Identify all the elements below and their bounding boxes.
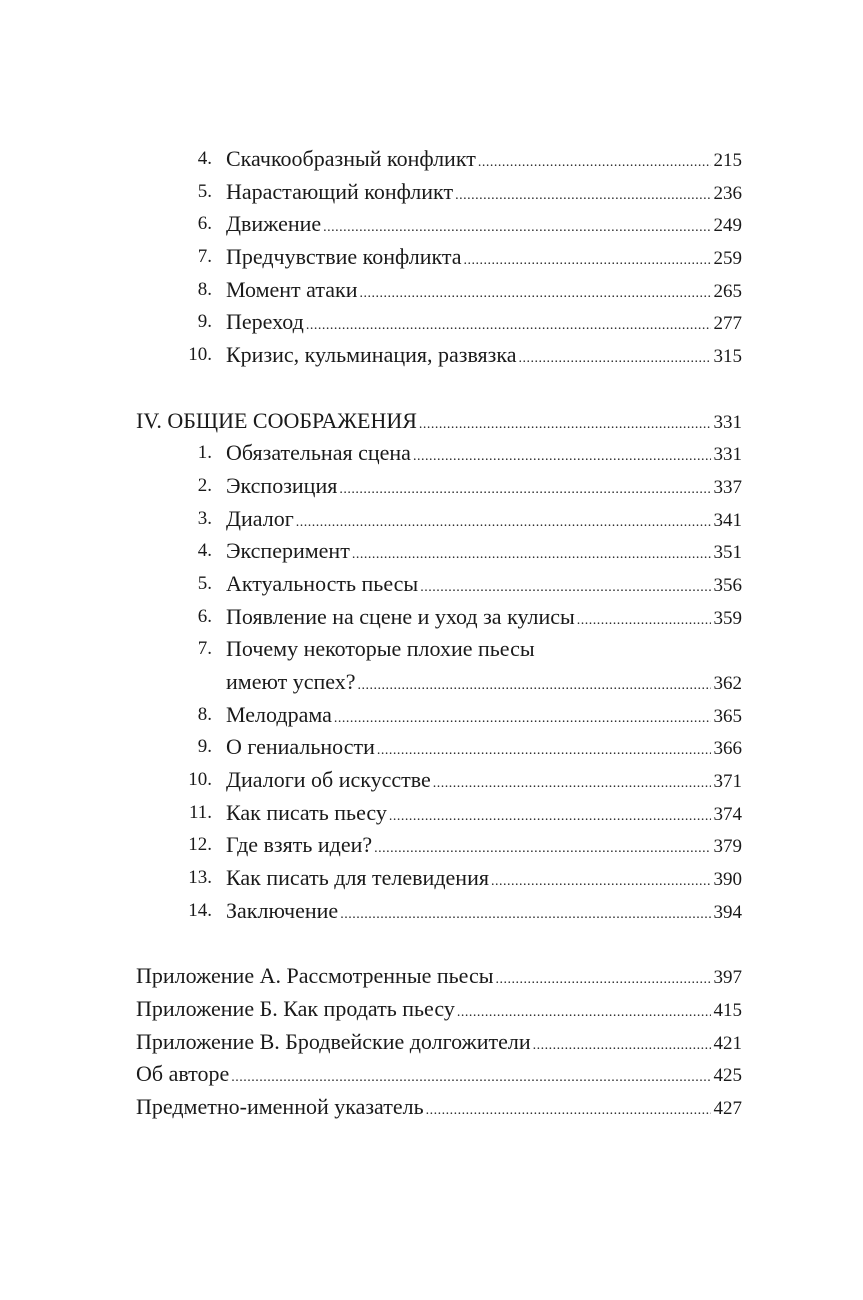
dot-leader (340, 899, 710, 932)
entry-number: 8. (197, 278, 212, 300)
entry-title: Приложение А. Рассмотренные пьесы (136, 963, 494, 989)
entry-page: 366 (713, 738, 742, 760)
toc-entry[interactable] (136, 731, 742, 764)
toc-entry[interactable] (136, 699, 742, 732)
entry-title: О гениальности (226, 734, 375, 760)
entry-page: 427 (713, 1097, 742, 1119)
spacer (136, 928, 742, 961)
entry-page: 421 (713, 1032, 742, 1054)
toc-entry[interactable] (136, 339, 742, 372)
entry-title: Момент атаки (226, 276, 358, 302)
entry-title: Как писать для телевидения (226, 865, 489, 891)
entry-page: 249 (713, 215, 742, 237)
entry-page: 371 (713, 771, 742, 793)
entry-number: 9. (197, 736, 212, 758)
entry-title: Предметно-именной указатель (136, 1093, 424, 1119)
toc-entry[interactable] (136, 306, 742, 339)
entry-title: Кризис, кульминация, развязка (226, 342, 517, 368)
entry-page: 365 (713, 705, 742, 727)
toc-appendix-entry[interactable] (136, 960, 742, 993)
toc-entry[interactable] (136, 601, 742, 634)
toc-entry[interactable] (136, 143, 742, 176)
toc-entry[interactable] (136, 241, 742, 274)
entry-number: 5. (197, 572, 212, 594)
toc-entry[interactable] (136, 437, 742, 470)
entry-page: 397 (713, 967, 742, 989)
entry-title: Приложение В. Бродвейские долгожители (136, 1028, 531, 1054)
entry-page: 337 (713, 476, 742, 498)
entry-number: 11. (188, 801, 212, 823)
entry-number: 6. (197, 605, 212, 627)
entry-page: 394 (713, 901, 742, 923)
entry-page: 356 (713, 574, 742, 596)
toc-entry[interactable] (136, 862, 742, 895)
toc-entry[interactable] (136, 503, 742, 536)
entry-number: 13. (188, 867, 212, 889)
entry-page: 415 (713, 999, 742, 1021)
toc-entry[interactable] (136, 829, 742, 862)
section-page: 331 (713, 411, 742, 433)
entry-number: 4. (197, 540, 212, 562)
entry-title: Диалоги об искусстве (226, 767, 431, 793)
entry-page: 265 (713, 280, 742, 302)
entry-title: Нарастающий конфликт (226, 178, 454, 204)
entry-page: 315 (713, 346, 742, 368)
toc-entry[interactable] (136, 797, 742, 830)
entry-title: Эксперимент (226, 538, 350, 564)
toc-entry[interactable] (136, 535, 742, 568)
toc-entry-line2[interactable] (136, 666, 742, 699)
entry-page: 362 (713, 673, 742, 694)
entry-title: Появление на сцене и уход за кулисы (226, 603, 575, 629)
toc-entry[interactable] (136, 176, 742, 209)
entry-title: Диалог (226, 505, 294, 531)
entry-title: Движение (226, 211, 322, 237)
entry-page: 277 (713, 313, 742, 335)
entry-page: 341 (713, 509, 742, 531)
entry-title: Предчувствие конфликта (226, 244, 462, 270)
entry-title: Переход (226, 309, 304, 335)
entry-number: 8. (197, 703, 212, 725)
entry-page: 379 (713, 836, 742, 858)
entry-title: Как писать пьесу (226, 799, 387, 825)
table-of-contents (136, 143, 742, 1124)
entry-title: Почему некоторые плохие пьесы (226, 636, 535, 662)
entry-page: 259 (713, 248, 742, 270)
toc-appendix-entry[interactable] (136, 993, 742, 1026)
entry-page: 236 (713, 182, 742, 204)
toc-appendix-entry[interactable] (136, 1058, 742, 1091)
entry-title: Экспозиция (226, 472, 338, 498)
spacer (136, 372, 742, 405)
entry-title: Мелодрама (226, 701, 332, 727)
entry-number: 7. (197, 246, 212, 268)
toc-entry[interactable] (136, 764, 742, 797)
toc-entry[interactable] (136, 208, 742, 241)
entry-title-continued: имеют успех? (226, 669, 356, 694)
toc-section-heading[interactable] (136, 405, 742, 438)
toc-entry[interactable] (136, 895, 742, 928)
entry-number: 12. (188, 834, 212, 856)
entry-page: 351 (713, 542, 742, 564)
entry-number: 10. (188, 769, 212, 791)
toc-appendix-entry[interactable] (136, 1026, 742, 1059)
entry-number: 14. (188, 899, 212, 921)
toc-entry[interactable] (136, 568, 742, 601)
dot-leader (426, 1095, 711, 1128)
entry-number: 1. (197, 442, 212, 464)
entry-number: 6. (197, 213, 212, 235)
entry-number: 5. (197, 180, 212, 202)
entry-page: 425 (713, 1065, 742, 1087)
entry-number: 7. (197, 638, 212, 660)
entry-page: 359 (713, 607, 742, 629)
entry-number: 2. (197, 474, 212, 496)
toc-appendix-entry[interactable] (136, 1091, 742, 1124)
entry-number: 10. (188, 344, 212, 366)
entry-title: Где взять идеи? (226, 832, 373, 858)
entry-title: Обязательная сцена (226, 440, 411, 466)
entry-title: Приложение Б. Как продать пьесу (136, 995, 455, 1021)
entry-title: Заключение (226, 897, 339, 923)
entry-page: 331 (713, 444, 742, 466)
entry-number: 9. (197, 311, 212, 333)
section-title: IV. ОБЩИЕ СООБРАЖЕНИЯ (136, 407, 417, 433)
entry-page: 390 (713, 869, 742, 891)
toc-entry-line1[interactable] (136, 633, 742, 666)
entry-title: Скачкообразный конфликт (226, 146, 476, 171)
entry-page: 215 (713, 150, 742, 171)
toc-entry[interactable] (136, 470, 742, 503)
dot-leader (518, 343, 710, 376)
entry-number: 4. (197, 148, 212, 169)
entry-page: 374 (713, 803, 742, 825)
entry-title: Об авторе (136, 1061, 230, 1087)
entry-title: Актуальность пьесы (226, 570, 419, 596)
entry-number: 3. (197, 507, 212, 529)
toc-entry[interactable] (136, 274, 742, 307)
